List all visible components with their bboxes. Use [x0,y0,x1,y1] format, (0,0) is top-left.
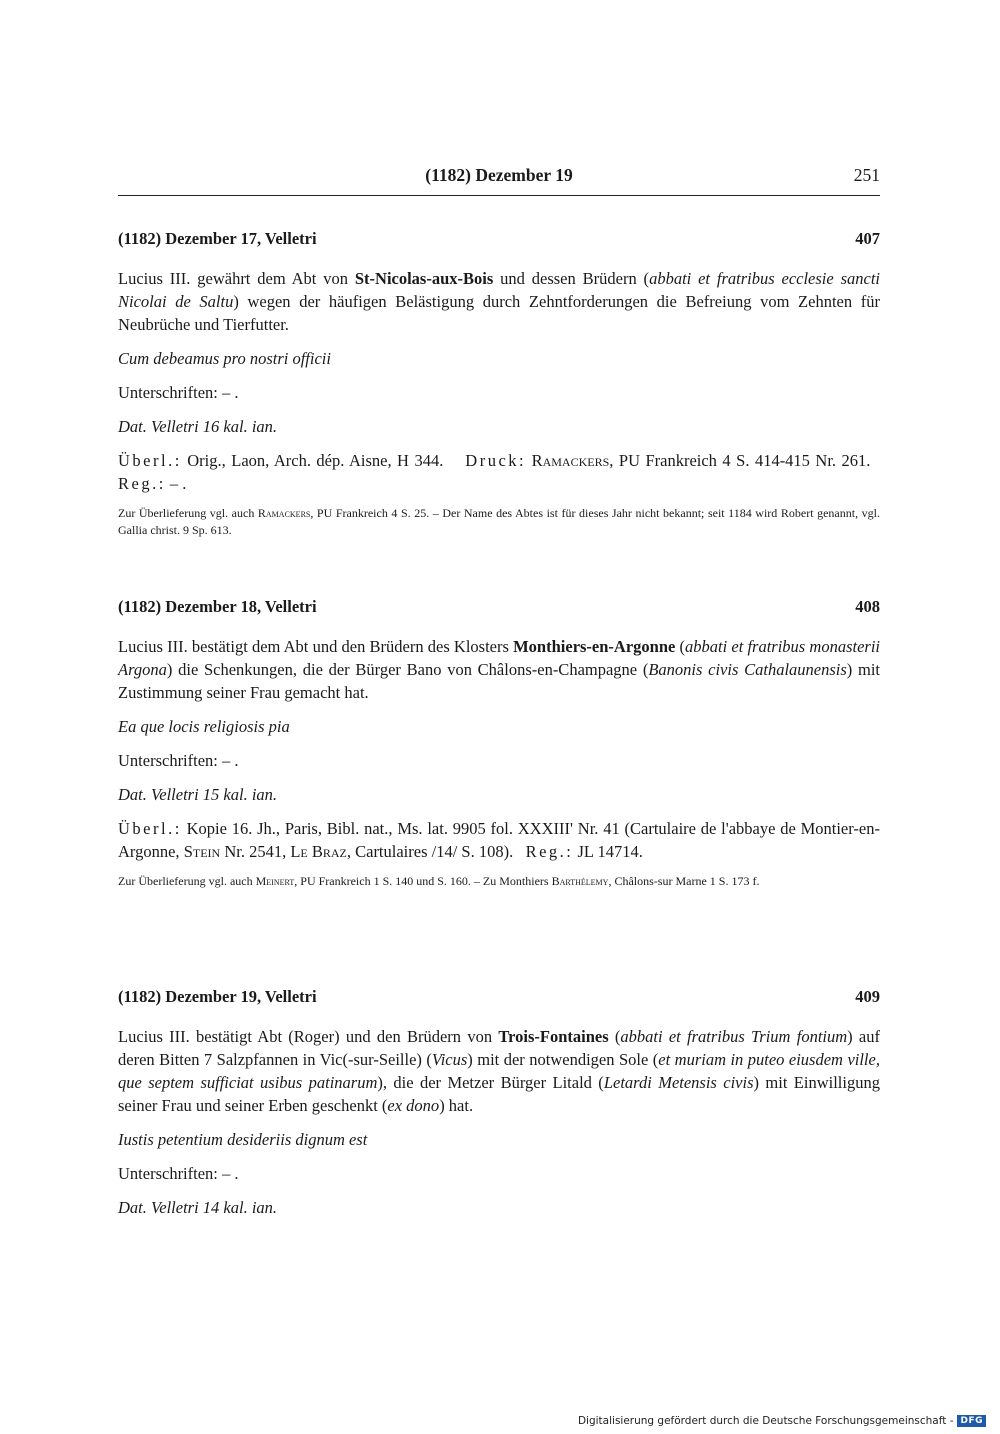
entry-heading [118,229,880,253]
entry-date-place: (1182) Dezember 19, Velletri [118,987,317,1006]
incipit: Cum debeamus pro nostri officii [118,349,331,368]
entry-date-place: (1182) Dezember 17, Velletri [118,229,317,248]
entry-409 [118,987,880,1219]
entry-heading [118,597,880,621]
running-head [118,165,880,196]
footer-text: Digitalisierung gefördert durch die Deutsche Forschungsgemeinschaft - [577,1415,954,1427]
latin-quote: abbati et fratribus ecclesie sancti Nicolai de Saltu [118,269,880,311]
signatures: Unterschriften: – . [118,1164,239,1183]
page-number: 251 [853,165,880,185]
dfg-logo-icon: DFG [957,1415,986,1427]
entry-407 [118,229,880,539]
entry-number: 408 [855,597,880,616]
tradition: Überl.: Kopie 16. Jh., Paris, Bibl. nat., Ms. lat. 9905 fol. XXXIII' Nr. 41 (Cartulaire de l'abbaye de Montier-en-Argonne, Stein Nr. 2541, Le Braz, Cartulaires /14/ S. 108). Reg.: JL 14714. [118,819,880,861]
entry-heading [118,987,880,1011]
latin-quote: abbati et fratribus monasterii Argona [118,637,880,679]
dating: Dat. Velletri 16 kal. ian. [118,417,278,436]
signatures: Unterschriften: – . [118,383,239,402]
place-name: St-Nicolas-aux-Bois [354,269,494,288]
latin-quote: Vicus [431,1050,468,1069]
incipit: Iustis petentium desideriis dignum est [118,1130,368,1149]
entry-408 [118,597,880,890]
place-name: Trois-Fontaines [498,1027,609,1046]
signatures: Unterschriften: – . [118,751,239,770]
latin-quote: Banonis civis Cathalaunensis [648,660,847,679]
regest-text: Lucius III. bestätigt Abt (Roger) und den Brüdern von Trois-Fontaines (abbati et fratribus Trium fontium) auf deren Bitten 7 Salzpfannen in Vic(-sur-Seille) (Vicus) mit der notwendigen Sole (et muriam in puteo eiusdem ville, que septem sufficiat usibus patinarum), die der Metzer Bürger Litald (Letardi Metensis civis) mit Einwilligung seiner Frau und seiner Erben geschenkt (ex dono) hat. [118,1027,880,1115]
footnote: Zur Überlieferung vgl. auch Ramackers, PU Frankreich 4 S. 25. – Der Name des Abtes ist für dieses Jahr nicht bekannt; seit 1184 wird Robert genannt, vgl. Gallia christ. 9 Sp. 613. [118,506,880,537]
regest-text: Lucius III. gewährt dem Abt von St-Nicolas-aux-Bois und dessen Brüdern (abbati et fratribus ecclesie sancti Nicolai de Saltu) wegen der häufigen Belästigung durch Zehntforderungen die Befreiung vom Zehnten für Neubrüche und Tierfutter. [118,269,880,334]
place-name: Monthiers-en-Argonne [513,637,676,656]
entry-number: 407 [855,229,880,248]
latin-quote: Letardi Metensis civis [603,1073,754,1092]
footnote: Zur Überlieferung vgl. auch Meinert, PU Frankreich 1 S. 140 und S. 160. – Zu Monthiers Barthélemy, Châlons-sur Marne 1 S. 173 f. [118,874,760,888]
tradition: Überl.: Orig., Laon, Arch. dép. Aisne, H 344. Druck: Ramackers, PU Frankreich 4 S. 414-415 Nr. 261. Reg.: – . [118,451,871,493]
dating: Dat. Velletri 15 kal. ian. [118,785,278,804]
incipit: Ea que locis religiosis pia [118,717,290,736]
regest-text: Lucius III. bestätigt dem Abt und den Brüdern des Klosters Monthiers-en-Argonne (abbati et fratribus monasterii Argona) die Schenkungen, die der Bürger Bano von Châlons-en-Champagne (Banonis civis Cathalaunensis) mit Zustimmung seiner Frau gemacht hat. [118,637,881,702]
latin-quote: ex dono [387,1096,440,1115]
latin-quote: abbati et fratribus Trium fontium [620,1027,848,1046]
latin-quote: et muriam in puteo eiusdem ville, que septem sufficiat usibus patinarum [118,1050,880,1092]
running-head-title: (1182) Dezember 19 [425,165,573,185]
entry-number: 409 [855,987,880,1006]
entry-date-place: (1182) Dezember 18, Velletri [118,597,317,616]
dating: Dat. Velletri 14 kal. ian. [118,1198,278,1217]
digitization-footer [578,1413,986,1429]
